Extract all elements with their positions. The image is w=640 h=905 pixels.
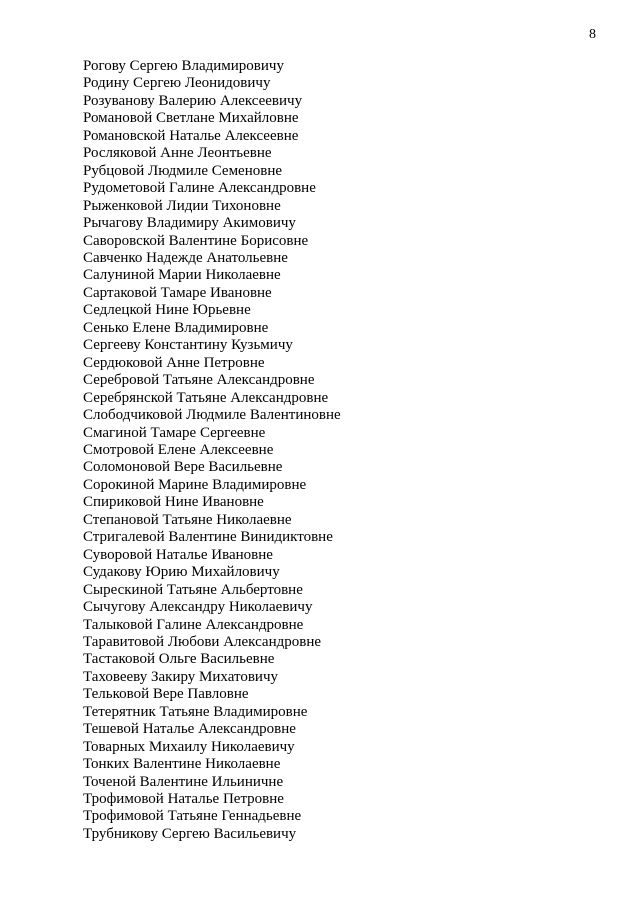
list-item: Рогову Сергею Владимировичу (83, 58, 284, 74)
list-item: Сорокиной Марине Владимировне (83, 476, 307, 493)
list-item: Суворовой Наталье Ивановне (83, 546, 273, 563)
list-item: Савченко Надежде Анатольевне (83, 249, 288, 266)
list-item: Тельковой Вере Павловне (83, 686, 249, 703)
list-item: Серебрянской Татьяне Александровне (83, 389, 329, 406)
page-number: 8 (589, 27, 596, 42)
list-item: Степановой Татьяне Николаевне (83, 511, 292, 528)
list-item: Рубцовой Людмиле Семеновне (83, 162, 283, 179)
list-item: Сергееву Константину Кузьмичу (83, 337, 293, 354)
list-item: Сенько Елене Владимировне (83, 319, 269, 336)
names-list (83, 58, 341, 843)
list-item: Тонких Валентине Николаевне (83, 756, 281, 773)
list-item: Саворовской Валентине Борисовне (83, 232, 309, 249)
list-item: Рыженковой Лидии Тихоновне (83, 197, 281, 214)
list-item: Тастаковой Ольге Васильевне (83, 651, 275, 668)
list-item: Трофимовой Татьяне Геннадьевне (83, 808, 302, 825)
list-item: Таравитовой Любови Александровне (83, 633, 322, 650)
list-item: Точеной Валентине Ильиничне (83, 773, 284, 790)
list-item: Тетерятник Татьяне Владимировне (83, 703, 308, 720)
list-item: Росляковой Анне Леонтьевне (83, 145, 272, 162)
list-item: Талыковой Галине Александровне (83, 616, 304, 633)
list-item: Спириковой Нине Ивановне (83, 494, 264, 511)
list-item: Седлецкой Нине Юрьевне (83, 302, 251, 319)
list-item: Сычугову Александру Николаевичу (83, 599, 313, 616)
list-item: Родину Сергею Леонидовичу (83, 75, 271, 92)
list-item: Салуниной Марии Николаевне (83, 267, 281, 284)
list-item: Романовой Светлане Михайловне (83, 110, 299, 127)
list-item: Слободчиковой Людмиле Валентиновне (83, 407, 341, 424)
list-item: Таховееву Закиру Михатовичу (83, 668, 278, 685)
list-item: Трофимовой Наталье Петровне (83, 791, 284, 808)
list-item: Рудометовой Галине Александровне (83, 180, 316, 197)
list-item: Сырескиной Татьяне Альбертовне (83, 581, 303, 598)
list-item: Судакову Юрию Михайловичу (83, 564, 280, 581)
list-item: Романовской Наталье Алексеевне (83, 127, 299, 144)
list-item: Смагиной Тамаре Сергеевне (83, 424, 266, 441)
list-item: Соломоновой Вере Васильевне (83, 459, 283, 476)
list-item: Серебровой Татьяне Александровне (83, 372, 315, 389)
list-item: Трубникову Сергею Васильевичу (83, 825, 297, 842)
list-item: Стригалевой Валентине Винидиктовне (83, 529, 333, 546)
list-item: Товарных Михаилу Николаевичу (83, 738, 295, 755)
list-item: Тешевой Наталье Александровне (83, 721, 296, 738)
list-item: Сартаковой Тамаре Ивановне (83, 284, 272, 301)
list-item: Смотровой Елене Алексеевне (83, 441, 274, 458)
list-item: Сердюковой Анне Петровне (83, 354, 265, 371)
list-item: Рычагову Владимиру Акимовичу (83, 215, 296, 232)
list-item: Розуванову Валерию Алексеевичу (83, 92, 303, 109)
